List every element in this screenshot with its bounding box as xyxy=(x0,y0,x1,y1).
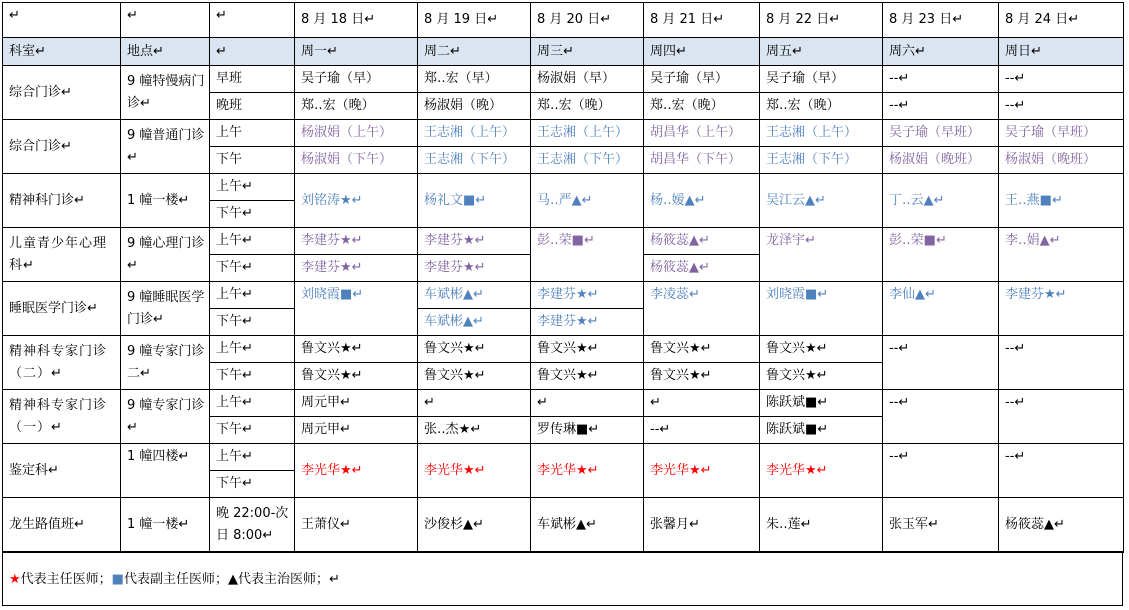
shift-cell: 晚班 xyxy=(210,93,295,120)
column-header: ↵ xyxy=(210,38,295,66)
date-cell: ↵ xyxy=(210,3,295,38)
shift-cell: 上午↵ xyxy=(210,336,295,363)
schedule-cell: 杨淑娟（下午） xyxy=(295,147,418,174)
schedule-cell: 吴子瑜（早班） xyxy=(883,120,999,147)
schedule-cell: 鲁文兴★↵ xyxy=(760,336,883,363)
location-cell: 1 幢一楼↵ xyxy=(121,174,210,228)
schedule-cell: ↵ xyxy=(531,390,644,417)
schedule-cell: 郑‥宏（晚） xyxy=(644,93,760,120)
location-cell: 9 幢专家门诊↵ xyxy=(121,390,210,444)
schedule-cell: 郑‥宏（晚） xyxy=(760,93,883,120)
legend xyxy=(2,551,1123,606)
schedule-cell: 彭‥荣■↵ xyxy=(531,228,644,282)
schedule-cell: 吴子瑜（早） xyxy=(295,66,418,93)
schedule-cell: 鲁文兴★↵ xyxy=(418,363,531,390)
shift-cell: 上午↵ xyxy=(210,228,295,255)
schedule-cell: 吴子瑜（早班） xyxy=(999,120,1124,147)
triangle-icon: ▲ xyxy=(227,572,238,587)
department-cell: 鉴定科↵ xyxy=(3,444,121,498)
square-icon: ■ xyxy=(111,572,124,587)
schedule-cell: 马‥严▲↵ xyxy=(531,174,644,228)
schedule-cell: 王志湘（下午） xyxy=(418,147,531,174)
star-icon: ★ xyxy=(9,572,21,587)
date-cell: 8 月 19 日↵ xyxy=(418,3,531,38)
schedule-cell: 周元甲↵ xyxy=(295,417,418,444)
schedule-cell: 李建芬★↵ xyxy=(531,282,644,309)
weekday-header: 周日↵ xyxy=(999,38,1124,66)
schedule-cell: 车斌彬▲↵ xyxy=(418,282,531,309)
schedule-cell: 吴子瑜（早） xyxy=(644,66,760,93)
schedule-cell: --↵ xyxy=(999,336,1124,390)
location-cell: 1 幢四楼↵ xyxy=(121,444,210,498)
schedule-cell: 陈跃斌■↵ xyxy=(760,390,883,417)
shift-cell: 上午 xyxy=(210,120,295,147)
schedule-cell: --↵ xyxy=(883,66,999,93)
schedule-cell: 李光华★↵ xyxy=(295,444,418,498)
schedule-cell: 鲁文兴★↵ xyxy=(760,363,883,390)
schedule-cell: 李光华★↵ xyxy=(418,444,531,498)
schedule-cell: 刘铭涛★↵ xyxy=(295,174,418,228)
schedule-cell: --↵ xyxy=(999,93,1124,120)
department-cell: 精神科专家门诊（一）↵ xyxy=(3,390,121,444)
schedule-cell: 鲁文兴★↵ xyxy=(644,336,760,363)
schedule-cell: 彭‥荣■↵ xyxy=(883,228,999,282)
schedule-cell: 张馨月↵ xyxy=(644,498,760,553)
table-row xyxy=(3,336,1124,363)
duty-schedule-table xyxy=(2,2,1124,553)
department-cell: 综合门诊↵ xyxy=(3,120,121,174)
department-cell: 精神科专家门诊（二）↵ xyxy=(3,336,121,390)
schedule-cell: 张玉军↵ xyxy=(883,498,999,553)
location-cell: 9 幢心理门诊↵ xyxy=(121,228,210,282)
location-cell: 9 幢普通门诊↵ xyxy=(121,120,210,174)
shift-cell: 上午↵ xyxy=(210,390,295,417)
schedule-cell: --↵ xyxy=(883,93,999,120)
schedule-cell: 鲁文兴★↵ xyxy=(295,336,418,363)
schedule-cell: 沙俊杉▲↵ xyxy=(418,498,531,553)
weekday-header: 周二↵ xyxy=(418,38,531,66)
schedule-cell: 张‥杰★↵ xyxy=(418,417,531,444)
legend-chief-label: 代表主任医师； xyxy=(20,572,112,587)
location-cell: 1 幢一楼↵ xyxy=(121,498,210,553)
schedule-cell: --↵ xyxy=(999,390,1124,444)
schedule-cell: 丁‥云▲↵ xyxy=(883,174,999,228)
schedule-cell: 李凌蕊↵ xyxy=(644,282,760,336)
schedule-cell: 吴子瑜（早） xyxy=(760,66,883,93)
department-cell: 儿童青少年心理科↵ xyxy=(3,228,121,282)
schedule-cell: 罗传琳■↵ xyxy=(531,417,644,444)
schedule-cell: --↵ xyxy=(883,390,999,444)
department-cell: 综合门诊↵ xyxy=(3,66,121,120)
schedule-cell: 郑‥宏（早） xyxy=(418,66,531,93)
shift-cell: 上午↵ xyxy=(210,282,295,309)
date-cell: 8 月 24 日↵ xyxy=(999,3,1124,38)
date-cell: 8 月 22 日↵ xyxy=(760,3,883,38)
schedule-cell: 鲁文兴★↵ xyxy=(531,363,644,390)
schedule-cell: 杨‥嫒▲↵ xyxy=(644,174,760,228)
table-row xyxy=(3,120,1124,147)
schedule-cell: 李建芬★↵ xyxy=(418,255,531,282)
location-cell: 9 幢睡眠医学门诊↵ xyxy=(121,282,210,336)
date-cell: ↵ xyxy=(121,3,210,38)
schedule-cell: 龙泽宇↵ xyxy=(760,228,883,282)
schedule-cell: 李建芬★↵ xyxy=(295,228,418,255)
weekday-header: 周三↵ xyxy=(531,38,644,66)
schedule-cell: 刘晓霞■↵ xyxy=(760,282,883,336)
schedule-cell: 王志湘（下午） xyxy=(760,147,883,174)
schedule-cell: 杨淑娟（早） xyxy=(531,66,644,93)
shift-cell: 下午↵ xyxy=(210,417,295,444)
date-row xyxy=(3,3,1124,38)
table-row xyxy=(3,66,1124,93)
shift-cell: 下午↵ xyxy=(210,471,295,498)
table-row xyxy=(3,174,1124,201)
schedule-cell: 吴江云▲↵ xyxy=(760,174,883,228)
weekday-header: 周四↵ xyxy=(644,38,760,66)
weekday-header: 周六↵ xyxy=(883,38,999,66)
shift-cell: 下午↵ xyxy=(210,255,295,282)
schedule-cell: 王萧仪↵ xyxy=(295,498,418,553)
schedule-cell: 陈跃斌■↵ xyxy=(760,417,883,444)
shift-cell: 下午↵ xyxy=(210,201,295,228)
table-row xyxy=(3,228,1124,255)
legend-associate-label: 代表副主任医师； xyxy=(123,572,228,587)
schedule-cell: 王志湘（上午） xyxy=(418,120,531,147)
date-cell: 8 月 20 日↵ xyxy=(531,3,644,38)
schedule-cell: 李光华★↵ xyxy=(531,444,644,498)
schedule-cell: --↵ xyxy=(883,336,999,390)
weekday-header: 周五↵ xyxy=(760,38,883,66)
weekday-header-row xyxy=(3,38,1124,66)
schedule-cell: 鲁文兴★↵ xyxy=(531,336,644,363)
schedule-cell: 李光华★↵ xyxy=(644,444,760,498)
department-cell: 精神科门诊↵ xyxy=(3,174,121,228)
schedule-cell: 王志湘（下午） xyxy=(531,147,644,174)
schedule-cell: 王志湘（上午） xyxy=(760,120,883,147)
location-cell: 9 幢专家门诊二↵ xyxy=(121,336,210,390)
schedule-cell: --↵ xyxy=(999,444,1124,498)
shift-cell: 上午↵ xyxy=(210,444,295,471)
shift-cell: 上午↵ xyxy=(210,174,295,201)
schedule-cell: 鲁文兴★↵ xyxy=(418,336,531,363)
schedule-cell: 王‥燕■↵ xyxy=(999,174,1124,228)
schedule-cell: 杨筱蕊▲↵ xyxy=(644,255,760,282)
schedule-cell: 杨淑娟（晚班） xyxy=(883,147,999,174)
schedule-cell: 李建芬★↵ xyxy=(418,228,531,255)
date-cell: 8 月 23 日↵ xyxy=(883,3,999,38)
schedule-cell: 鲁文兴★↵ xyxy=(295,363,418,390)
department-cell: 龙生路值班↵ xyxy=(3,498,121,553)
schedule-cell: --↵ xyxy=(644,417,760,444)
schedule-cell: 李建芬★↵ xyxy=(531,309,644,336)
schedule-cell: 鲁文兴★↵ xyxy=(644,363,760,390)
schedule-cell: 杨筱蕊▲↵ xyxy=(999,498,1124,553)
table-row xyxy=(3,282,1124,309)
schedule-cell: 郑‥宏（晚） xyxy=(531,93,644,120)
schedule-cell: 刘晓霞■↵ xyxy=(295,282,418,336)
schedule-cell: 杨淑娟（晚） xyxy=(418,93,531,120)
schedule-cell: 杨淑娟（晚班） xyxy=(999,147,1124,174)
schedule-cell: 王志湘（上午） xyxy=(531,120,644,147)
schedule-cell: 周元甲↵ xyxy=(295,390,418,417)
schedule-cell: 杨筱蕊▲↵ xyxy=(644,228,760,255)
schedule-cell: 李光华★↵ xyxy=(760,444,883,498)
schedule-cell: 李建芬★↵ xyxy=(295,255,418,282)
table-row xyxy=(3,444,1124,471)
schedule-cell: 李‥娟▲↵ xyxy=(999,228,1124,282)
schedule-cell: 杨礼文■↵ xyxy=(418,174,531,228)
schedule-cell: 朱‥莲↵ xyxy=(760,498,883,553)
schedule-cell: 胡昌华（上午） xyxy=(644,120,760,147)
shift-cell: 晚 22:00-次日 8:00↵ xyxy=(210,498,295,553)
schedule-cell: --↵ xyxy=(999,66,1124,93)
schedule-cell: 车斌彬▲↵ xyxy=(531,498,644,553)
schedule-cell: ↵ xyxy=(644,390,760,417)
date-cell: 8 月 21 日↵ xyxy=(644,3,760,38)
schedule-cell: 郑‥宏（晚） xyxy=(295,93,418,120)
shift-cell: 下午↵ xyxy=(210,363,295,390)
schedule-cell: 胡昌华（下午） xyxy=(644,147,760,174)
weekday-header: 周一↵ xyxy=(295,38,418,66)
department-cell: 睡眠医学门诊↵ xyxy=(3,282,121,336)
shift-cell: 下午 xyxy=(210,147,295,174)
schedule-cell: 杨淑娟（上午） xyxy=(295,120,418,147)
table-row xyxy=(3,390,1124,417)
column-header: 地点↵ xyxy=(121,38,210,66)
table-row xyxy=(3,498,1124,553)
schedule-cell: 李仙▲↵ xyxy=(883,282,999,336)
shift-cell: 下午↵ xyxy=(210,309,295,336)
date-cell: ↵ xyxy=(3,3,121,38)
schedule-cell: ↵ xyxy=(418,390,531,417)
schedule-cell: --↵ xyxy=(883,444,999,498)
schedule-cell: 车斌彬▲↵ xyxy=(418,309,531,336)
legend-attending-label: 代表主治医师；↵ xyxy=(237,572,340,587)
location-cell: 9 幢特慢病门诊↵ xyxy=(121,66,210,120)
shift-cell: 早班 xyxy=(210,66,295,93)
column-header: 科室↵ xyxy=(3,38,121,66)
date-cell: 8 月 18 日↵ xyxy=(295,3,418,38)
schedule-cell: 李建芬★↵ xyxy=(999,282,1124,336)
